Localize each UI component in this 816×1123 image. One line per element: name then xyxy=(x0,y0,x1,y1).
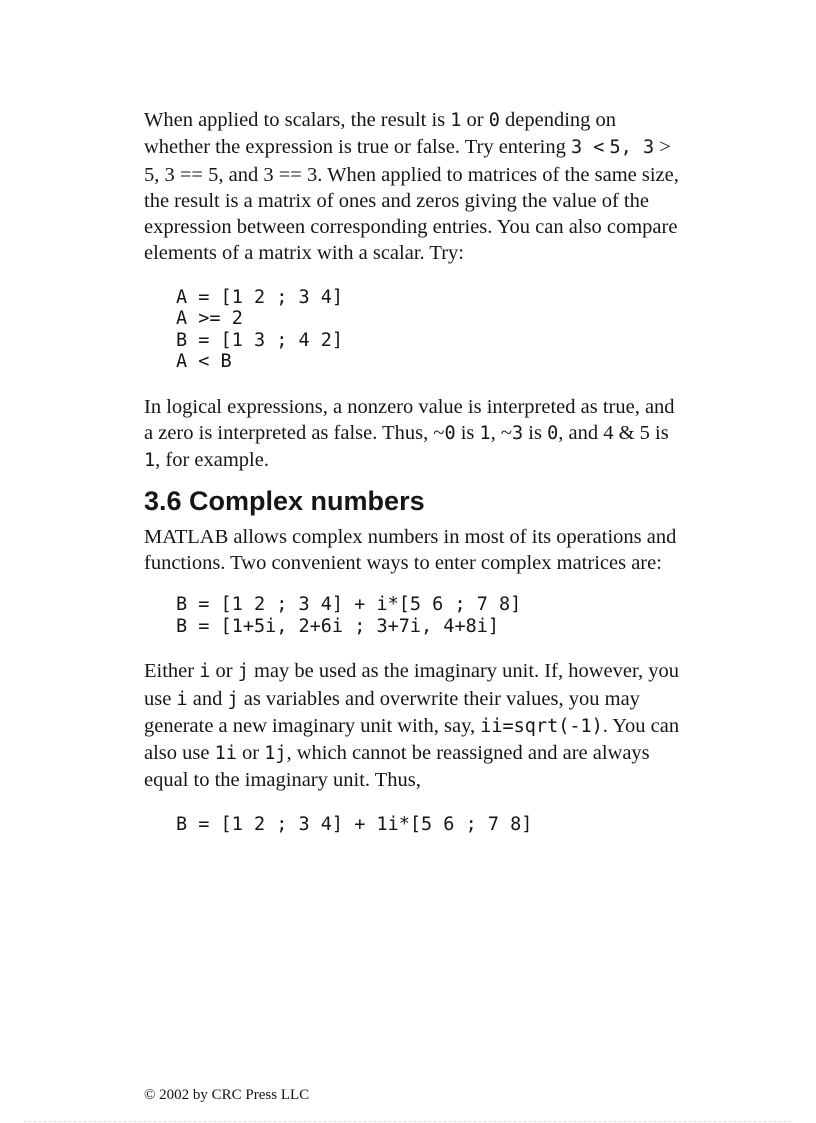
text-span: is xyxy=(455,422,480,445)
paragraph-complex-intro: MATLAB allows complex numbers in most of its operations and functions. Two convenient ways to enter complex matrices are: xyxy=(144,525,677,574)
inline-code: 0 xyxy=(488,110,500,131)
paragraph-relational-operators xyxy=(144,107,684,267)
inline-code: 3 xyxy=(512,423,524,445)
text-span: depending on whether the expression is true or false. Try entering xyxy=(144,109,617,159)
inline-code: i xyxy=(176,688,188,710)
copyright-footer: © 2002 by CRC Press LLC xyxy=(144,1087,310,1103)
paragraph-imaginary-unit xyxy=(144,658,684,793)
inline-code: 0 xyxy=(444,423,456,445)
text-span: or xyxy=(210,660,238,683)
code-block-complex-1i: B = [1 2 ; 3 4] + 1i*[5 6 ; 7 8] xyxy=(176,813,533,835)
code-block-complex-matrices: B = [1 2 ; 3 4] + i*[5 6 ; 7 8] B = [1+5i, 2+6i ; 3+7i, 4+8i] xyxy=(176,594,522,637)
inline-code: j xyxy=(237,661,249,683)
text-span: , and 4 & 5 is xyxy=(558,422,669,445)
paragraph-logical-expressions xyxy=(144,394,684,475)
inline-code: 1 xyxy=(450,110,462,131)
text-span: as variables and overwrite their values, you may generate a new imaginary unit with, say, xyxy=(144,687,640,737)
text-span: , which cannot be reassigned and are always equal to the imaginary unit. Thus, xyxy=(144,742,650,792)
inline-code: 1i xyxy=(214,743,237,765)
inline-code: ii=sqrt(-1) xyxy=(480,715,603,737)
section-heading: 3.6 Complex numbers xyxy=(144,485,425,516)
text-span: , ~ xyxy=(490,422,513,445)
text-span: . You can also use xyxy=(144,714,680,765)
text-span: Either xyxy=(144,660,200,683)
text-span: When applied to scalars, the result is xyxy=(144,109,451,131)
text-span: or xyxy=(461,109,489,131)
inline-code: 5, 3 xyxy=(609,137,655,159)
text-span: or xyxy=(236,742,265,765)
text-span: and xyxy=(187,687,228,710)
inline-code: 1j xyxy=(264,743,287,765)
inline-code: 1 xyxy=(479,423,491,445)
text-span: , for example. xyxy=(155,449,269,472)
inline-code: 3 < xyxy=(571,137,605,159)
inline-code: 1 xyxy=(144,450,156,472)
text-span: is xyxy=(523,422,548,445)
text-span: > 5, 3 == 5, and 3 == 3. When applied to matrices of the same size, the result is a matrix of ones and zeros giving the value of the expression between corresponding entries. You can also compare elements of a matrix with a scalar. Try: xyxy=(144,136,679,265)
page-content xyxy=(144,107,684,835)
inline-code: j xyxy=(227,688,239,710)
inline-code: 0 xyxy=(547,423,559,445)
inline-code: i xyxy=(199,661,211,683)
text-span: may be used as the imaginary unit. If, however, you use xyxy=(144,660,679,710)
text-span: In logical expressions, a nonzero value is interpreted as true, and a zero is interpreted as false. Thus, ~ xyxy=(144,395,675,445)
page-edge-divider xyxy=(24,1121,792,1122)
code-block-comparison: A = [1 2 ; 3 4] A >= 2 B = [1 3 ; 4 2] A < B xyxy=(176,286,344,373)
